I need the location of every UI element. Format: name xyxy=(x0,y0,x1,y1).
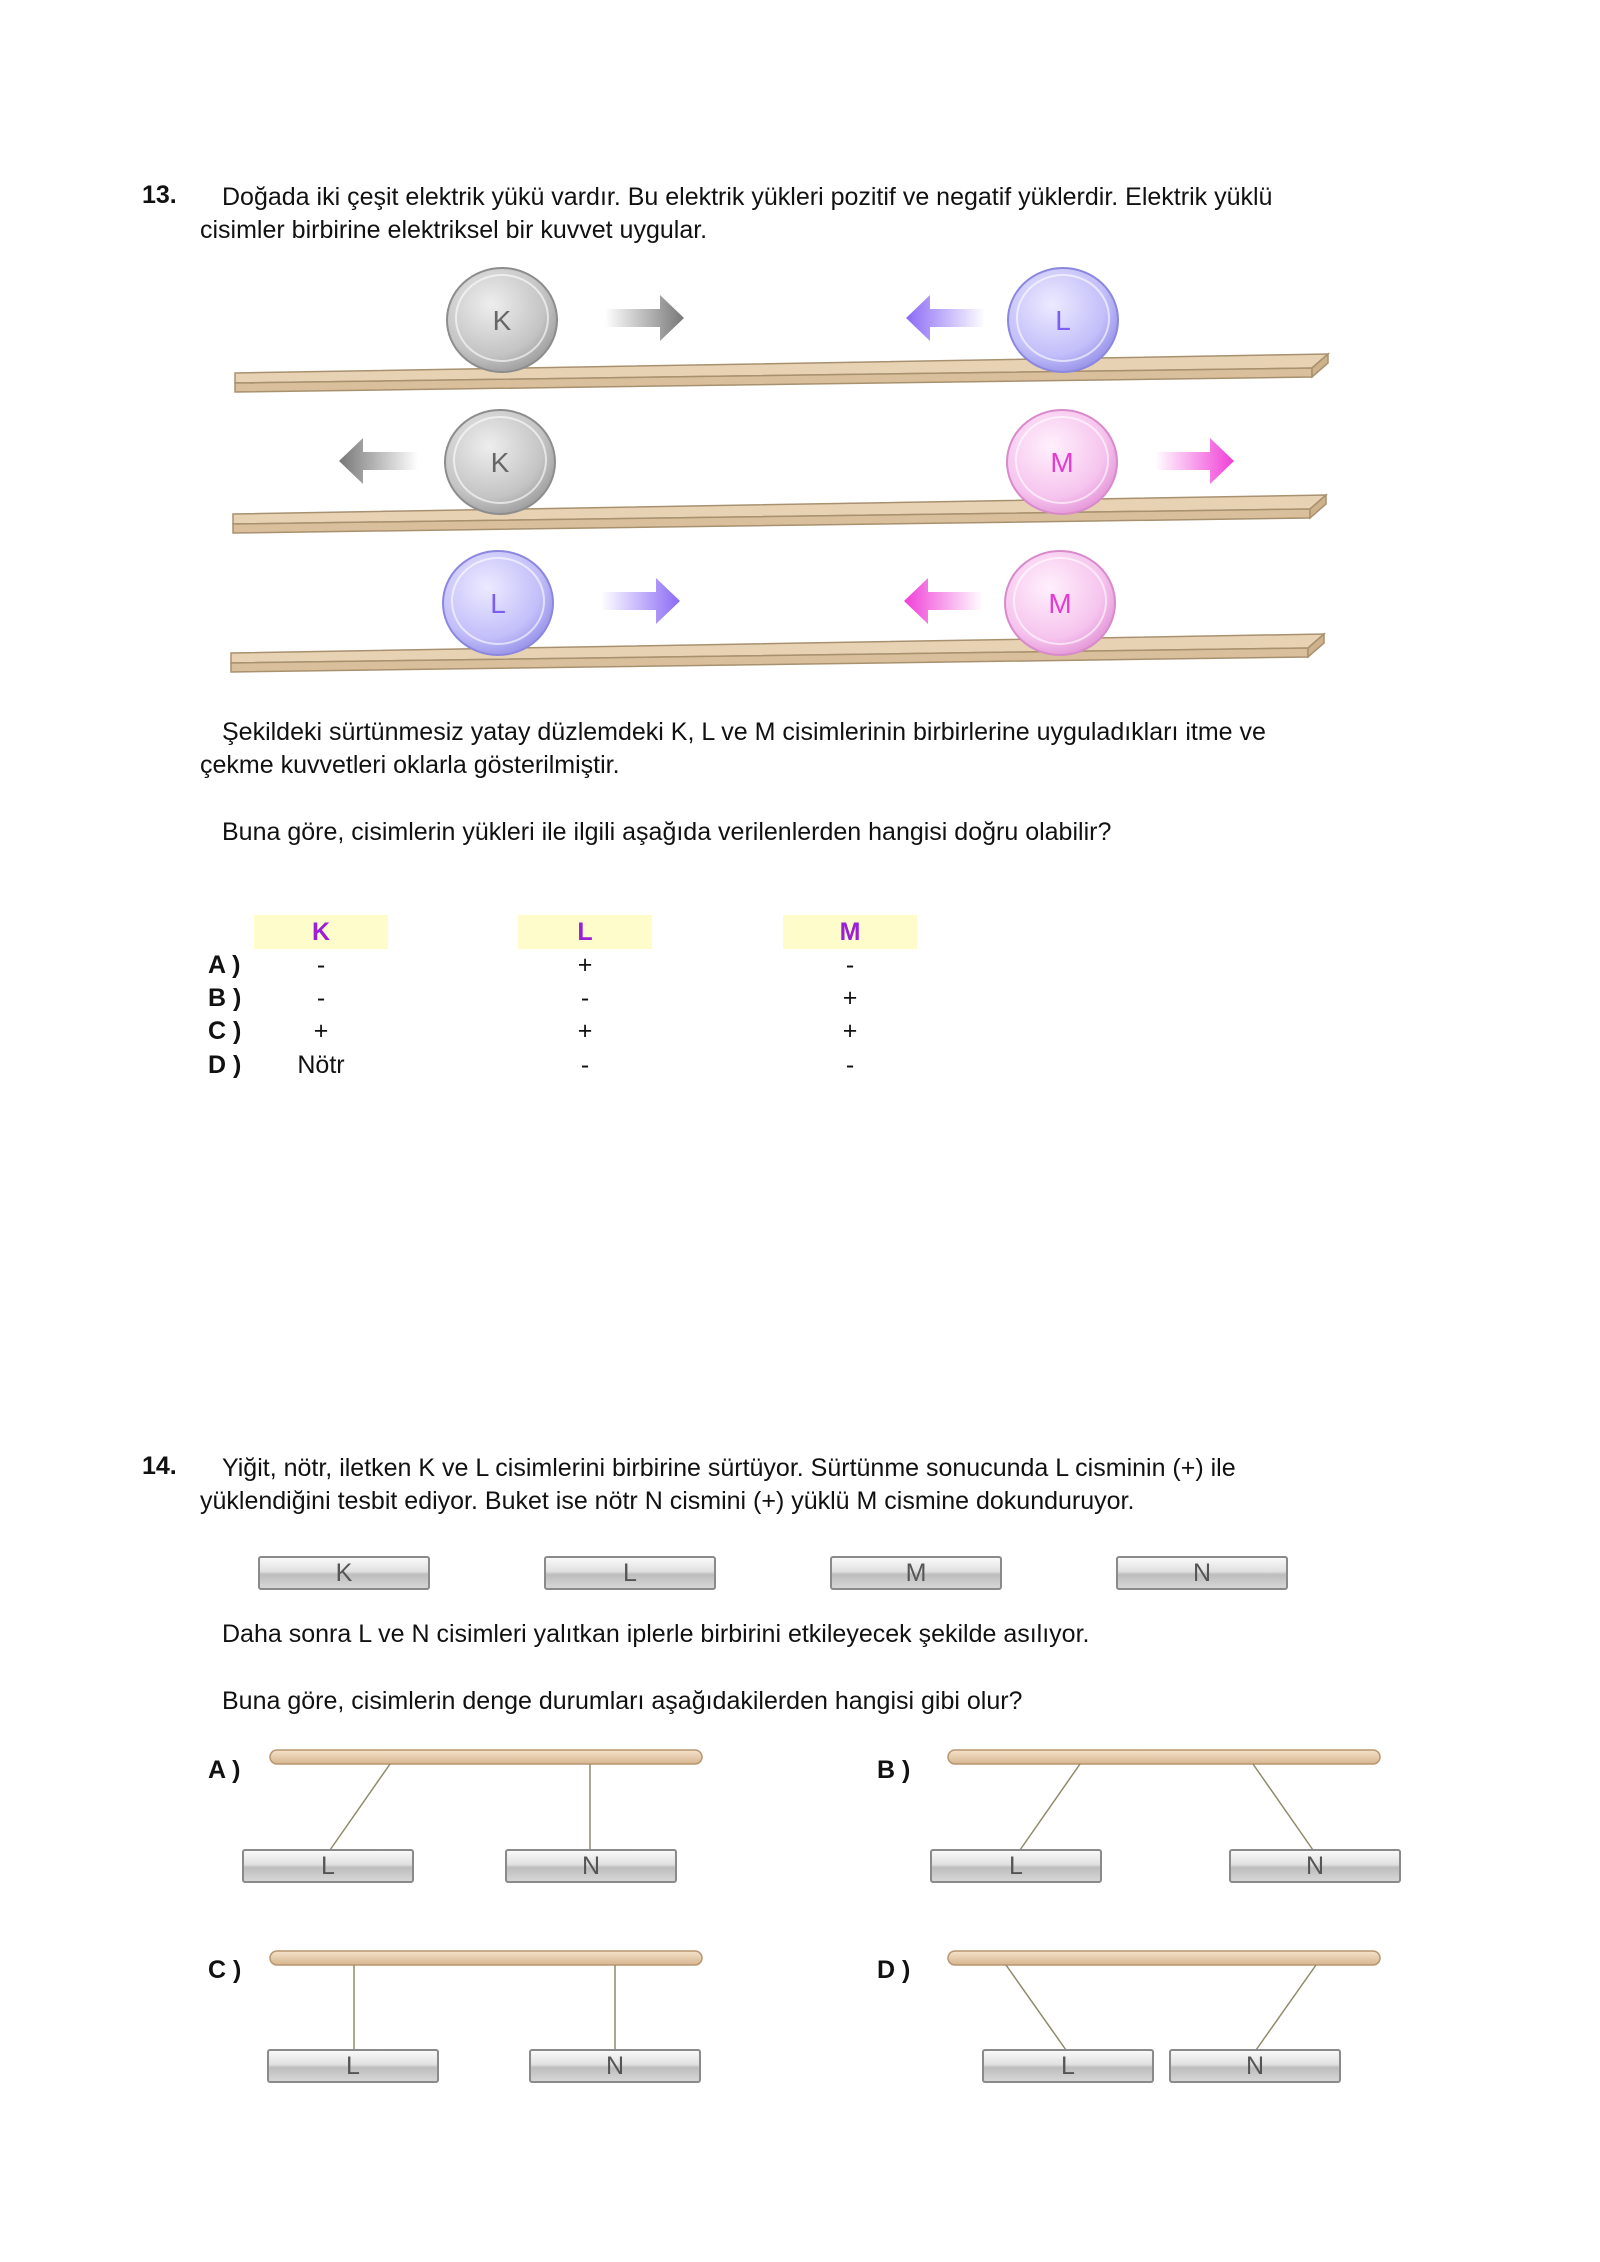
table-cell: Nötr xyxy=(297,1051,345,1079)
option-a-block-n: N xyxy=(505,1849,677,1883)
table-header-m: M xyxy=(783,915,917,949)
option-c-figure xyxy=(270,1951,702,2050)
option-a-block-l: L xyxy=(242,1849,414,1883)
arrow-left-purple-icon xyxy=(906,295,985,341)
svg-text:L: L xyxy=(490,588,506,619)
option-b-figure xyxy=(948,1750,1380,1850)
q14-intro-line1: Yiğit, nötr, iletken K ve L cisimlerini birbirine sürtüyor. Sürtünme sonucunda L cisminin (+) ile xyxy=(222,1454,1236,1482)
svg-text:M: M xyxy=(1048,588,1072,619)
svg-text:L: L xyxy=(1055,305,1071,336)
table-cell: + xyxy=(577,1017,593,1045)
arrow-left-pink-icon xyxy=(904,578,983,624)
q14-desc: Daha sonra L ve N cisimleri yalıtkan iplerle birbirini etkileyecek şekilde asılıyor. xyxy=(222,1620,1090,1648)
ball-l-row3 xyxy=(443,551,553,655)
table-cell: + xyxy=(313,1017,329,1045)
board-3 xyxy=(231,634,1324,672)
q13-figure xyxy=(0,255,1600,685)
option-b-label[interactable]: B ) xyxy=(877,1756,911,1784)
option-d-label[interactable]: D ) xyxy=(877,1956,911,1984)
table-cell: - xyxy=(316,951,326,979)
ball-m-row3 xyxy=(1005,551,1115,655)
option-d-figure xyxy=(948,1951,1380,2050)
ball-k-row1 xyxy=(447,268,557,372)
arrow-left-gray-icon xyxy=(339,438,418,484)
q13-intro-line2: cisimler birbirine elektriksel bir kuvvet uygular. xyxy=(200,216,708,244)
board-2 xyxy=(233,495,1326,533)
q14-question: Buna göre, cisimlerin denge durumları aşağıdakilerden hangisi gibi olur? xyxy=(222,1687,1023,1715)
option-c-block-l: L xyxy=(267,2049,439,2083)
arrow-right-gray-icon xyxy=(605,295,684,341)
option-b-block-n: N xyxy=(1229,1849,1401,1883)
q13-desc-line2: çekme kuvvetleri oklarla gösterilmiştir. xyxy=(200,751,620,779)
option-a-label[interactable]: A ) xyxy=(208,1756,241,1784)
option-b-block-l: L xyxy=(930,1849,1102,1883)
q13-intro-line1: Doğada iki çeşit elektrik yükü vardır. Bu elektrik yükleri pozitif ve negatif yüklerdir. Elektrik yüklü xyxy=(222,183,1273,211)
option-b-label[interactable]: B ) xyxy=(208,984,242,1012)
option-d-block-l: L xyxy=(982,2049,1154,2083)
table-cell: - xyxy=(845,951,855,979)
table-header-k: K xyxy=(254,915,388,949)
option-a-label[interactable]: A ) xyxy=(208,951,241,979)
svg-text:K: K xyxy=(490,447,510,478)
arrow-right-pink-icon xyxy=(1155,438,1234,484)
table-cell: - xyxy=(845,1051,855,1079)
option-d-label[interactable]: D ) xyxy=(208,1051,242,1079)
object-block-n: N xyxy=(1116,1556,1288,1590)
svg-text:M: M xyxy=(1050,447,1074,478)
option-a-figure xyxy=(270,1750,702,1850)
table-cell: + xyxy=(842,984,858,1012)
option-c-block-n: N xyxy=(529,2049,701,2083)
ball-k-row2 xyxy=(445,410,555,514)
svg-text:K: K xyxy=(492,305,512,336)
q14-number: 14. xyxy=(142,1452,177,1480)
object-block-k: K xyxy=(258,1556,430,1590)
option-d-block-n: N xyxy=(1169,2049,1341,2083)
table-cell: + xyxy=(577,951,593,979)
option-c-label[interactable]: C ) xyxy=(208,1017,242,1045)
q13-desc-line1: Şekildeki sürtünmesiz yatay düzlemdeki K, L ve M cisimlerinin birbirlerine uyguladıkları itme ve xyxy=(222,718,1266,746)
ball-m-row2 xyxy=(1007,410,1117,514)
q13-question: Buna göre, cisimlerin yükleri ile ilgili aşağıda verilenlerden hangisi doğru olabilir? xyxy=(222,818,1112,846)
object-block-l: L xyxy=(544,1556,716,1590)
board-1 xyxy=(235,354,1328,392)
arrow-right-purple-icon xyxy=(601,578,680,624)
table-cell: + xyxy=(842,1017,858,1045)
option-c-label[interactable]: C ) xyxy=(208,1956,242,1984)
table-cell: - xyxy=(580,984,590,1012)
object-block-m: M xyxy=(830,1556,1002,1590)
q13-number: 13. xyxy=(142,181,177,209)
table-cell: - xyxy=(580,1051,590,1079)
table-cell: - xyxy=(316,984,326,1012)
ball-l-row1 xyxy=(1008,268,1118,372)
table-header-l: L xyxy=(518,915,652,949)
q14-intro-line2: yüklendiğini tesbit ediyor. Buket ise nötr N cismini (+) yüklü M cismine dokunduruyor. xyxy=(200,1487,1135,1515)
